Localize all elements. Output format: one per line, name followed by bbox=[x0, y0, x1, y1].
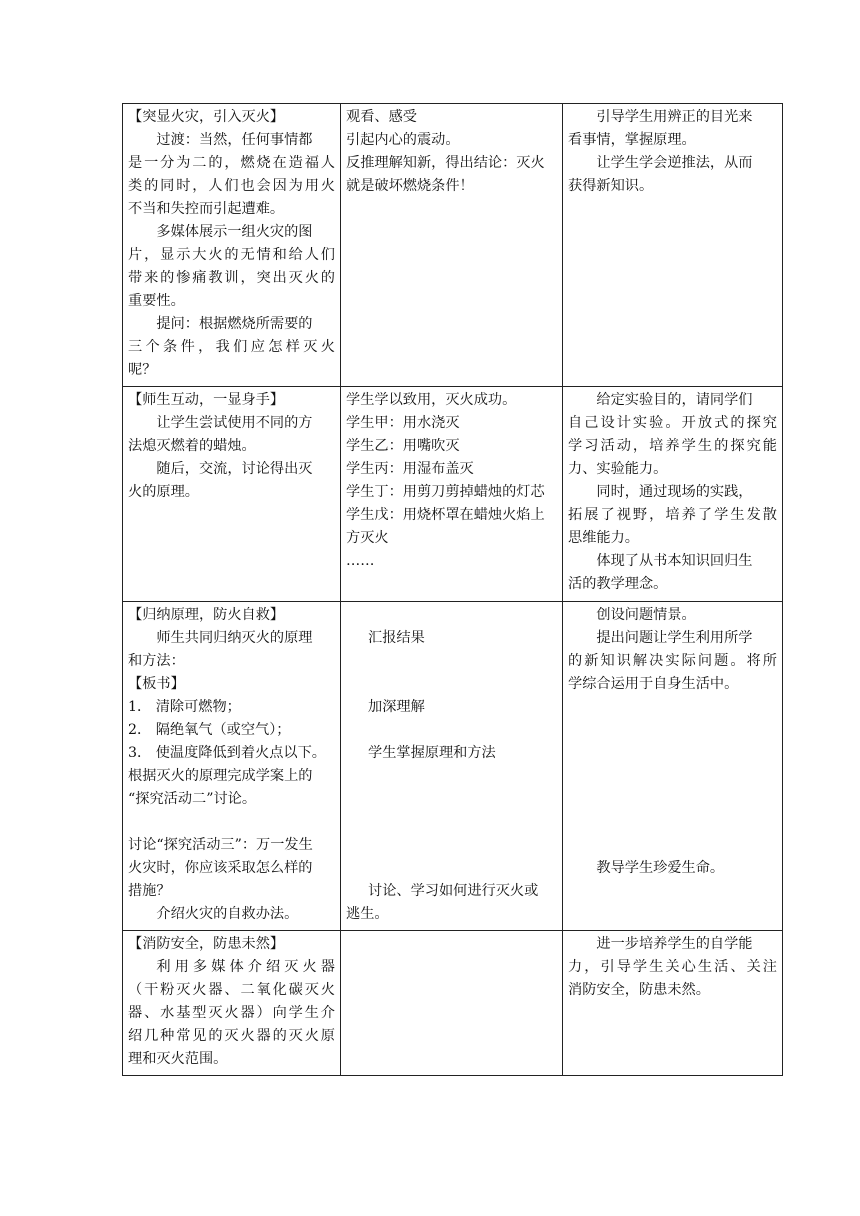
text-line: 重要性。 bbox=[128, 293, 185, 309]
text-line: 讨论、学习如何进行灭火或 bbox=[368, 883, 539, 899]
spacer bbox=[568, 788, 777, 811]
text-line: 引导学生用辨正的目光来 bbox=[596, 109, 753, 125]
text-line: 创设问题情景。 bbox=[596, 607, 696, 623]
text-line: 法熄灭燃着的蜡烛。 bbox=[128, 438, 256, 454]
text-line: 学生甲：用水浇灭 bbox=[346, 415, 460, 431]
spacer bbox=[346, 765, 557, 788]
spacer bbox=[346, 857, 557, 880]
student-activity-cell bbox=[341, 931, 563, 1076]
section-heading: 【突显火灾，引入灭火】 bbox=[128, 109, 285, 125]
spacer bbox=[346, 719, 557, 742]
text-line: 多媒体展示一组火灾的图 bbox=[156, 224, 313, 240]
text-line: 提出问题让学生利用所学 bbox=[596, 630, 753, 646]
text-line: （干粉灭火器、二氧化碳灭火 bbox=[128, 982, 335, 998]
text-line: 教导学生珍爱生命。 bbox=[596, 860, 725, 876]
spacer bbox=[346, 788, 557, 811]
text-line: 火灾时，你应该采取怎么样的 bbox=[128, 860, 313, 876]
table-row bbox=[123, 602, 783, 931]
text-line: 拓展了视野，培养了学生发散 bbox=[568, 507, 777, 523]
spacer bbox=[568, 765, 777, 788]
text-line: 师生共同归纳灭火的原理 bbox=[156, 630, 313, 646]
text-line: 火的原理。 bbox=[128, 484, 199, 500]
text-line: 消防安全，防患未然。 bbox=[568, 982, 710, 998]
text-line: 进一步培养学生的自学能 bbox=[596, 936, 753, 952]
text-line: 提问：根据燃烧所需要的 bbox=[156, 316, 313, 332]
text-line: 获得新知识。 bbox=[568, 178, 654, 194]
text-line: 自己设计实验。开放式的探究 bbox=[568, 415, 777, 431]
text-line: 反推理解知新，得出结论：灭火 bbox=[346, 155, 545, 171]
text-line: 学综合运用于自身生活中。 bbox=[568, 676, 739, 692]
teacher-activity-cell bbox=[123, 931, 341, 1076]
spacer bbox=[568, 811, 777, 834]
text-line: 和方法： bbox=[128, 653, 185, 669]
text-line: 力，引导学生关心生活、关注 bbox=[568, 959, 777, 975]
teacher-activity-cell bbox=[123, 387, 341, 602]
text-line: 同时，通过现场的实践， bbox=[596, 484, 753, 500]
spacer bbox=[346, 673, 557, 696]
text-line: 方灭火 bbox=[346, 530, 389, 546]
text-line: 片，显示大火的无情和给人们 bbox=[128, 247, 335, 263]
design-intent-cell bbox=[563, 602, 783, 931]
text-line: 力、实验能力。 bbox=[568, 461, 668, 477]
table-row bbox=[123, 104, 783, 387]
text-line: 三个条件，我们应怎样灭火 bbox=[128, 339, 335, 355]
text-line: 逃生。 bbox=[346, 906, 389, 922]
spacer bbox=[568, 719, 777, 742]
teacher-activity-cell bbox=[123, 104, 341, 387]
text-line: 是一分为二的，燃烧在造福人 bbox=[128, 155, 335, 171]
table-row bbox=[123, 387, 783, 602]
section-heading: 【消防安全，防患未然】 bbox=[128, 936, 285, 952]
lesson-plan-table bbox=[122, 103, 783, 1076]
text-line: 体现了从书本知识回归生 bbox=[596, 553, 753, 569]
text-line: 引起内心的震动。 bbox=[346, 132, 460, 148]
design-intent-cell bbox=[563, 931, 783, 1076]
spacer bbox=[346, 811, 557, 834]
text-line: 给定实验目的，请同学们 bbox=[596, 392, 753, 408]
spacer bbox=[568, 834, 777, 857]
text-line: 过渡：当然，任何事情都 bbox=[156, 132, 313, 148]
text-line: 活的教学理念。 bbox=[568, 576, 668, 592]
list-item: 2． 隔绝氧气（或空气）； bbox=[128, 722, 291, 738]
table-row bbox=[123, 931, 783, 1076]
section-heading: 【归纳原理，防火自救】 bbox=[128, 607, 285, 623]
text-line: 介绍火灾的自救办法。 bbox=[156, 906, 299, 922]
student-activity-cell bbox=[341, 602, 563, 931]
list-item: 3． 使温度降低到着火点以下。 bbox=[128, 745, 326, 761]
text-line: 让学生学会逆推法，从而 bbox=[596, 155, 753, 171]
student-activity-cell bbox=[341, 387, 563, 602]
design-intent-cell bbox=[563, 387, 783, 602]
board-heading: 【板书】 bbox=[128, 676, 185, 692]
text-line: 的新知识解决实际问题。将所 bbox=[568, 653, 777, 669]
text-line: 学生戊：用烧杯罩在蜡烛火焰上 bbox=[346, 507, 545, 523]
text-line: 措施？ bbox=[128, 883, 171, 899]
spacer bbox=[568, 742, 777, 765]
text-line: 绍几种常见的灭火器的灭火原 bbox=[128, 1028, 335, 1044]
text-line: 器、水基型灭火器）向学生介 bbox=[128, 1005, 335, 1021]
text-line: 理和灭火范围。 bbox=[128, 1051, 228, 1067]
text-line: 汇报结果 bbox=[368, 630, 425, 646]
text-line: 讨论“探究活动三”：万一发生 bbox=[128, 837, 313, 853]
spacer bbox=[346, 834, 557, 857]
text-line: 学生丁：用剪刀剪掉蜡烛的灯芯 bbox=[346, 484, 545, 500]
text-line: 利用多媒体介绍灭火器 bbox=[156, 959, 335, 975]
text-line: 学生学以致用，灭火成功。 bbox=[346, 392, 517, 408]
text-line: 学习活动，培养学生的探究能 bbox=[568, 438, 777, 454]
text-line: 学生乙：用嘴吹灭 bbox=[346, 438, 460, 454]
list-item: 1． 清除可燃物； bbox=[128, 699, 241, 715]
text-line: 学生丙：用湿布盖灭 bbox=[346, 461, 474, 477]
text-line: 观看、感受 bbox=[346, 109, 417, 125]
text-line: 就是破坏燃烧条件！ bbox=[346, 178, 474, 194]
text-line: 带来的惨痛教训，突出灭火的 bbox=[128, 270, 335, 286]
text-line: 随后，交流，讨论得出灭 bbox=[156, 461, 313, 477]
spacer bbox=[568, 696, 777, 719]
text-line: 呢？ bbox=[128, 362, 157, 378]
design-intent-cell bbox=[563, 104, 783, 387]
spacer bbox=[128, 811, 335, 834]
student-activity-cell bbox=[341, 104, 563, 387]
teacher-activity-cell bbox=[123, 602, 341, 931]
text-line: 加深理解 bbox=[368, 699, 425, 715]
text-line: 让学生尝试使用不同的方 bbox=[156, 415, 313, 431]
text-line: 学生掌握原理和方法 bbox=[368, 745, 496, 761]
text-line: 根据灭火的原理完成学案上的 bbox=[128, 768, 313, 784]
text-line: 思维能力。 bbox=[568, 530, 639, 546]
spacer bbox=[346, 650, 557, 673]
text-line: …… bbox=[346, 553, 375, 569]
text-line: 不当和失控而引起遭难。 bbox=[128, 201, 285, 217]
text-line: “探究活动二”讨论。 bbox=[128, 791, 257, 807]
text-line: 看事情，掌握原理。 bbox=[568, 132, 696, 148]
text-line: 类的同时，人们也会因为用火 bbox=[128, 178, 335, 194]
section-heading: 【师生互动，一显身手】 bbox=[128, 392, 285, 408]
